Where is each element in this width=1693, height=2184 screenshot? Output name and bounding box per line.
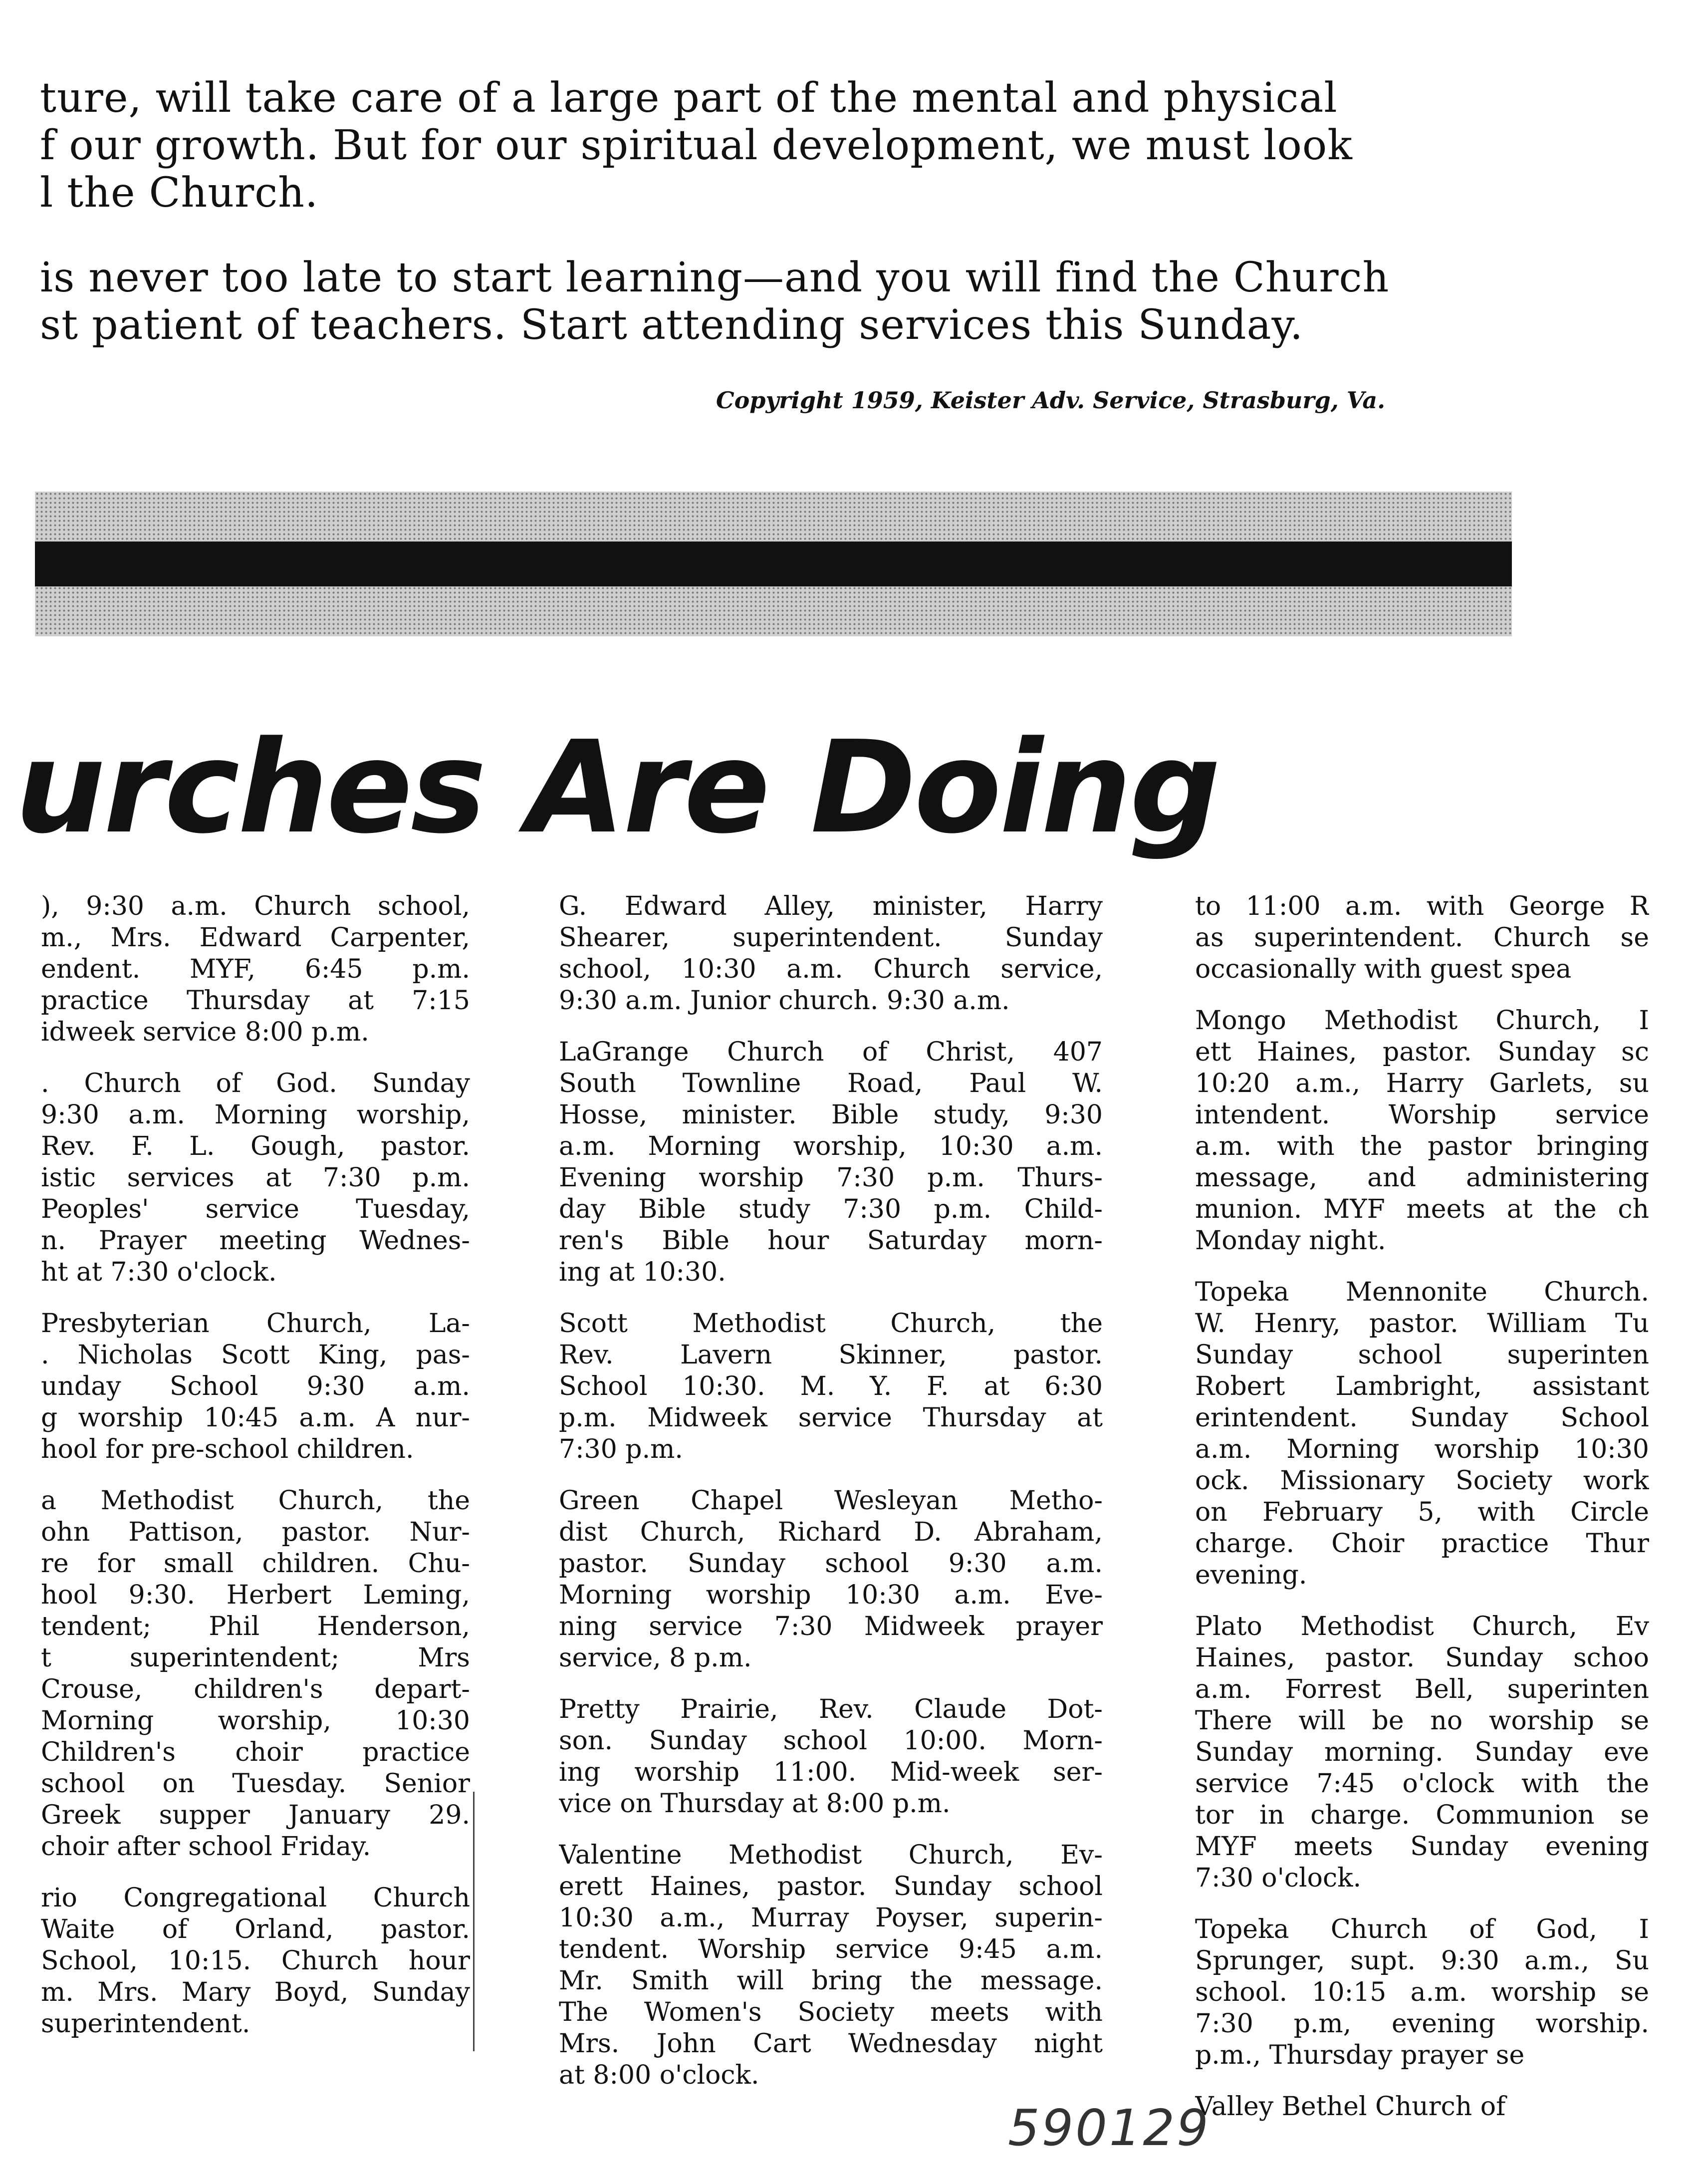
entry-line: day Bible study 7:30 p.m. Child- [559, 1194, 1103, 1224]
entry-line: 9:30 a.m. Junior church. 9:30 a.m. [559, 986, 1010, 1016]
entry-line: a.m. Morning worship 10:30 [1195, 1434, 1649, 1464]
entry-line: Morning worship, 10:30 [41, 1706, 470, 1736]
intro-line-5: st patient of teachers. Start attending services this Sunday. [40, 301, 1304, 349]
church-entry [559, 1308, 1103, 1465]
entry-line: School, 10:15. Church hour [41, 1946, 470, 1976]
entry-line: unday School 9:30 a.m. [41, 1371, 470, 1401]
entry-line: n. Prayer meeting Wednes- [41, 1226, 470, 1256]
entry-line: Valley Bethel Church of [1195, 2092, 1506, 2122]
church-entry [41, 1068, 470, 1288]
church-entry [1195, 1277, 1649, 1591]
church-entry [1195, 1914, 1649, 2071]
entry-line: to 11:00 a.m. with George R [1195, 891, 1649, 921]
entry-line: Morning worship 10:30 a.m. Eve- [559, 1580, 1103, 1610]
entry-line: tendent; Phil Henderson, [41, 1612, 470, 1641]
decorative-band-stripe [35, 542, 1512, 586]
entry-line: ing at 10:30. [559, 1257, 726, 1287]
entry-line: at 8:00 o'clock. [559, 2060, 759, 2090]
entry-line: There will be no worship se [1195, 1706, 1649, 1736]
entry-line: Pretty Prairie, Rev. Claude Dot- [559, 1694, 1103, 1724]
column-rule [473, 1792, 475, 2051]
entry-line: evening. [1195, 1560, 1307, 1590]
entry-line: istic services at 7:30 p.m. [41, 1163, 470, 1193]
entry-line: school on Tuesday. Senior [41, 1769, 470, 1799]
entry-line: Evening worship 7:30 p.m. Thurs- [559, 1163, 1103, 1193]
church-entry [559, 891, 1103, 1017]
entry-line: pastor. Sunday school 9:30 a.m. [559, 1549, 1103, 1579]
entry-line: Valentine Methodist Church, Ev- [559, 1840, 1103, 1870]
entry-line: a Methodist Church, the [41, 1486, 470, 1516]
entry-line: Hosse, minister. Bible study, 9:30 [559, 1100, 1103, 1130]
entry-line: Topeka Mennonite Church. [1195, 1277, 1649, 1307]
entry-line: Sunday morning. Sunday eve [1195, 1737, 1649, 1767]
entry-line: hool for pre-school children. [41, 1434, 414, 1464]
entry-line: 7:30 p.m, evening worship. [1195, 2009, 1649, 2039]
entry-line: Waite of Orland, pastor. [41, 1914, 470, 1944]
entry-line: W. Henry, pastor. William Tu [1195, 1309, 1649, 1339]
entry-line: Greek supper January 29. [41, 1800, 470, 1830]
entry-line: service 7:45 o'clock with the [1195, 1769, 1649, 1799]
entry-line: Plato Methodist Church, Ev [1195, 1612, 1649, 1641]
entry-line: ht at 7:30 o'clock. [41, 1257, 277, 1287]
column-3 [1195, 891, 1649, 2143]
column-2 [559, 891, 1103, 2111]
entry-line: Monday night. [1195, 1226, 1386, 1256]
entry-line: choir after school Friday. [41, 1832, 371, 1862]
entry-line: Peoples' service Tuesday, [41, 1194, 470, 1224]
church-entry [559, 1694, 1103, 1820]
entry-line: intendent. Worship service [1195, 1100, 1649, 1130]
entry-line: p.m. Midweek service Thursday at [559, 1403, 1103, 1433]
intro-line-3: l the Church. [40, 169, 319, 217]
entry-line: erett Haines, pastor. Sunday school [559, 1872, 1103, 1902]
entry-line: vice on Thursday at 8:00 p.m. [559, 1789, 951, 1819]
entry-line: m., Mrs. Edward Carpenter, [41, 923, 470, 953]
church-entry [1195, 2091, 1649, 2123]
entry-line: ren's Bible hour Saturday morn- [559, 1226, 1103, 1256]
entry-line: hool 9:30. Herbert Leming, [41, 1580, 470, 1610]
entry-line: Scott Methodist Church, the [559, 1309, 1103, 1339]
entry-line: ock. Missionary Society work [1195, 1466, 1649, 1496]
entry-line: school. 10:15 a.m. worship se [1195, 1977, 1649, 2007]
entry-line: ett Haines, pastor. Sunday sc [1195, 1037, 1649, 1067]
entry-line: tor in charge. Communion se [1195, 1800, 1649, 1830]
church-entry [1195, 1005, 1649, 1257]
entry-line: message, and administering [1195, 1163, 1649, 1193]
entry-line: Sprunger, supt. 9:30 a.m., Su [1195, 1946, 1649, 1976]
entry-line: Children's choir practice [41, 1737, 470, 1767]
entry-line: Mr. Smith will bring the message. [559, 1966, 1103, 1996]
entry-line: a.m. with the pastor bringing [1195, 1131, 1649, 1161]
entry-line: munion. MYF meets at the ch [1195, 1194, 1649, 1224]
intro-line-4: is never too late to start learning—and you will find the Church [40, 254, 1390, 301]
entry-line: rio Congregational Church [41, 1883, 470, 1913]
entry-line: 7:30 p.m. [559, 1434, 683, 1464]
entry-line: Sunday school superinten [1195, 1340, 1649, 1370]
intro-line-1: ture, will take care of a large part of the mental and physical [40, 74, 1338, 122]
entry-line: . Nicholas Scott King, pas- [41, 1340, 470, 1370]
entry-line: Rev. Lavern Skinner, pastor. [559, 1340, 1103, 1370]
entry-line: on February 5, with Circle [1195, 1497, 1649, 1527]
entry-line: son. Sunday school 10:00. Morn- [559, 1726, 1103, 1756]
entry-line: ning service 7:30 Midweek prayer [559, 1612, 1103, 1641]
entry-line: Robert Lambright, assistant [1195, 1371, 1649, 1401]
entry-line: p.m., Thursday prayer se [1195, 2040, 1525, 2070]
entry-line: G. Edward Alley, minister, Harry [559, 891, 1103, 921]
decorative-band [35, 492, 1512, 636]
entry-line: practice Thursday at 7:15 [41, 986, 470, 1016]
headline: urches Are Doing [15, 714, 1219, 862]
entry-line: Rev. F. L. Gough, pastor. [41, 1131, 470, 1161]
entry-line: Mongo Methodist Church, I [1195, 1006, 1649, 1036]
entry-line: charge. Choir practice Thur [1195, 1529, 1649, 1559]
entry-line: superintendent. [41, 2009, 250, 2039]
entry-line: 7:30 o'clock. [1195, 1863, 1362, 1893]
entry-line: MYF meets Sunday evening [1195, 1832, 1649, 1862]
entry-line: g worship 10:45 a.m. A nur- [41, 1403, 470, 1433]
copyright-notice: Copyright 1959, Keister Adv. Service, Strasburg, Va. [716, 387, 1386, 414]
church-entry [1195, 1611, 1649, 1894]
entry-line: . Church of God. Sunday [41, 1069, 470, 1098]
entry-line: Topeka Church of God, I [1195, 1914, 1649, 1944]
entry-line: occasionally with guest spea [1195, 954, 1572, 984]
entry-line: a.m. Morning worship, 10:30 a.m. [559, 1131, 1103, 1161]
intro-line-2: f our growth. But for our spiritual development, we must look [40, 122, 1353, 169]
entry-line: endent. MYF, 6:45 p.m. [41, 954, 470, 984]
entry-line: m. Mrs. Mary Boyd, Sunday [41, 1977, 470, 2007]
entry-line: Green Chapel Wesleyan Metho- [559, 1486, 1103, 1516]
entry-line: 10:20 a.m., Harry Garlets, su [1195, 1069, 1649, 1098]
entry-line: a.m. Forrest Bell, superinten [1195, 1674, 1649, 1704]
entry-line: ing worship 11:00. Mid-week ser- [559, 1757, 1103, 1787]
entry-line: Presbyterian Church, La- [41, 1309, 470, 1339]
entry-line: Shearer, superintendent. Sunday [559, 923, 1103, 953]
entry-line: South Townline Road, Paul W. [559, 1069, 1103, 1098]
entry-line: School 10:30. M. Y. F. at 6:30 [559, 1371, 1103, 1401]
entry-line: Crouse, children's depart- [41, 1674, 470, 1704]
church-entry [41, 891, 470, 1048]
entry-line: 9:30 a.m. Morning worship, [41, 1100, 470, 1130]
church-entry [41, 1883, 470, 2040]
entry-line: Mrs. John Cart Wednesday night [559, 2029, 1103, 2059]
church-entry [559, 1037, 1103, 1288]
church-entry [559, 1485, 1103, 1674]
handwritten-number: 590129 [1008, 2099, 1210, 2157]
entry-line: The Women's Society meets with [559, 1997, 1103, 2027]
entry-line: school, 10:30 a.m. Church service, [559, 954, 1103, 984]
entry-line: 10:30 a.m., Murray Poyser, superin- [559, 1903, 1103, 1933]
church-entry [1195, 891, 1649, 985]
entry-line: idweek service 8:00 p.m. [41, 1017, 369, 1047]
entry-line: erintendent. Sunday School [1195, 1403, 1649, 1433]
entry-line: LaGrange Church of Christ, 407 [559, 1037, 1103, 1067]
church-entry [559, 1840, 1103, 2091]
church-entry [41, 1485, 470, 1863]
entry-line: Haines, pastor. Sunday schoo [1195, 1643, 1649, 1673]
entry-line: tendent. Worship service 9:45 a.m. [559, 1934, 1103, 1964]
entry-line: re for small children. Chu- [41, 1549, 470, 1579]
entry-line: service, 8 p.m. [559, 1643, 752, 1673]
entry-line: ohn Pattison, pastor. Nur- [41, 1517, 470, 1547]
church-entry [41, 1308, 470, 1465]
entry-line: t superintendent; Mrs [41, 1643, 470, 1673]
entry-line: dist Church, Richard D. Abraham, [559, 1517, 1103, 1547]
entry-line: as superintendent. Church se [1195, 923, 1649, 953]
column-1 [41, 891, 470, 2060]
entry-line: ), 9:30 a.m. Church school, [41, 891, 470, 921]
